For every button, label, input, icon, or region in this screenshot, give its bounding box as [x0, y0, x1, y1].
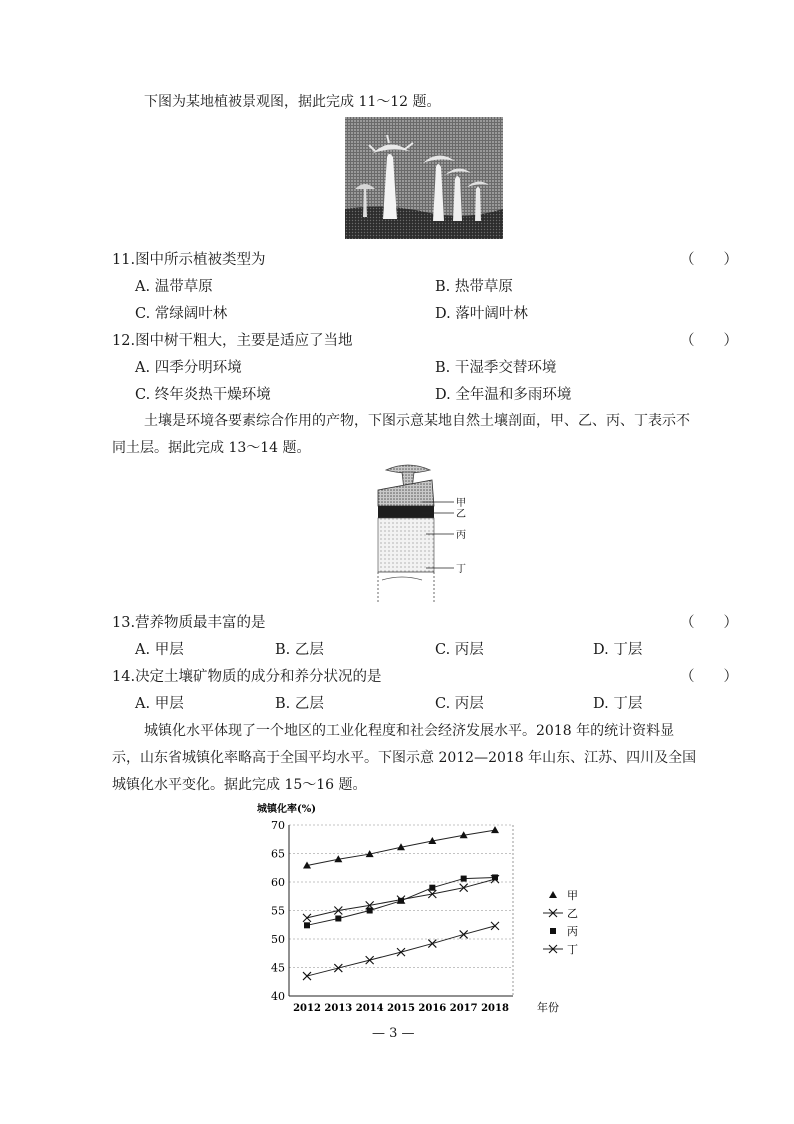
data-point: [303, 914, 311, 922]
option-d: D. 丁层: [593, 642, 643, 658]
answer-blank: （ ）: [680, 333, 738, 349]
data-point: [304, 922, 310, 928]
data-point: [460, 930, 468, 938]
x-tick-label: 2018: [481, 1003, 509, 1014]
page-number: — 3 —: [372, 1026, 415, 1041]
option-d: D. 丁层: [593, 696, 643, 712]
data-point: [334, 964, 342, 972]
legend-marker: [550, 928, 556, 934]
legend-label: 甲: [567, 889, 578, 902]
option-c: C. 常绿阔叶林: [135, 306, 228, 322]
data-point: [491, 826, 499, 833]
question-number: 12.: [112, 333, 136, 349]
question-number: 14.: [112, 669, 136, 685]
legend-marker: [549, 891, 557, 898]
y-tick-label: 45: [271, 961, 285, 975]
soil-label-jia: 甲: [456, 498, 466, 509]
data-point: [491, 922, 499, 930]
y-axis-label: 城镇化率(%): [257, 804, 316, 815]
question-12: [112, 329, 353, 350]
question-number: 13.: [112, 615, 136, 631]
x-tick-label: 2012: [293, 1003, 321, 1014]
y-tick-label: 50: [271, 933, 285, 946]
option-a: A. 甲层: [135, 696, 184, 712]
data-point: [428, 940, 436, 948]
x-tick-label: 2014: [355, 1003, 384, 1014]
data-point: [460, 884, 468, 892]
vegetation-landscape-photo: [345, 117, 503, 239]
data-point: [492, 874, 498, 880]
question-11: [112, 248, 266, 269]
question-13: [112, 611, 266, 632]
intro-15-16-line3: 城镇化水平变化。据此完成 15～16 题。: [112, 777, 367, 793]
data-point: [429, 885, 435, 891]
option-d: D. 全年温和多雨环境: [435, 387, 572, 403]
soil-label-yi: 乙: [456, 509, 466, 520]
question-14: [112, 665, 382, 686]
question-stem: 营养物质最丰富的是: [135, 615, 266, 631]
option-c: C. 丙层: [435, 696, 484, 712]
urbanization-line-chart: [255, 800, 595, 1022]
option-a: A. 甲层: [135, 642, 184, 658]
answer-blank: （ ）: [680, 252, 738, 268]
x-tick-label: 2013: [324, 1003, 353, 1014]
data-point: [461, 876, 467, 882]
option-b: B. 乙层: [275, 696, 324, 712]
soil-label-bing: 丙: [456, 530, 466, 541]
y-tick-label: 70: [271, 819, 285, 832]
legend-label: 丁: [567, 943, 578, 956]
intro-13-14-line2: 同土层。据此完成 13～14 题。: [112, 440, 311, 456]
question-stem: 图中树干粗大，主要是适应了当地: [135, 333, 353, 349]
data-point: [366, 956, 374, 964]
legend-label: 乙: [567, 907, 578, 920]
question-stem: 图中所示植被类型为: [135, 252, 266, 268]
answer-blank: （ ）: [680, 615, 738, 631]
y-tick-label: 60: [271, 876, 285, 889]
question-stem: 决定土壤矿物质的成分和养分状况的是: [135, 669, 382, 685]
data-point: [335, 915, 341, 921]
option-c: C. 丙层: [435, 642, 484, 658]
option-b: B. 乙层: [275, 642, 324, 658]
x-tick-label: 2016: [418, 1003, 447, 1014]
legend-label: 丙: [567, 925, 578, 938]
option-a: A. 四季分明环境: [135, 360, 242, 376]
data-point: [397, 948, 405, 956]
question-number: 11.: [112, 252, 136, 268]
option-a: A. 温带草原: [135, 279, 213, 295]
option-d: D. 落叶阔叶林: [435, 306, 528, 322]
option-c: C. 终年炎热干燥环境: [135, 387, 271, 403]
option-b: B. 干湿季交替环境: [435, 360, 557, 376]
intro-11-12: 下图为某地植被景观图，据此完成 11～12 题。: [144, 94, 441, 110]
x-tick-label: 2017: [449, 1003, 478, 1014]
x-tick-label: 2015: [387, 1003, 415, 1014]
data-point: [367, 908, 373, 914]
y-tick-label: 65: [271, 847, 285, 861]
soil-profile-diagram: [372, 462, 482, 604]
series-line-4: [307, 926, 495, 976]
option-b: B. 热带草原: [435, 279, 513, 295]
answer-blank: （ ）: [680, 669, 738, 685]
data-point: [303, 972, 311, 980]
x-axis-label: 年份: [537, 1001, 559, 1014]
data-point: [398, 898, 404, 904]
intro-13-14-line1: 土壤是环境各要素综合作用的产物，下图示意某地自然土壤剖面，甲、乙、丙、丁表示不: [144, 413, 690, 429]
intro-15-16-line1: 城镇化水平体现了一个地区的工业化程度和社会经济发展水平。2018 年的统计资料显: [144, 723, 675, 739]
soil-label-ding: 丁: [456, 564, 466, 575]
y-tick-label: 40: [271, 990, 285, 1003]
intro-15-16-line2: 示，山东省城镇化率略高于全国平均水平。下图示意 2012—2018 年山东、江苏、四川及全国: [112, 750, 697, 766]
data-point: [428, 890, 436, 898]
y-tick-label: 55: [271, 904, 285, 918]
